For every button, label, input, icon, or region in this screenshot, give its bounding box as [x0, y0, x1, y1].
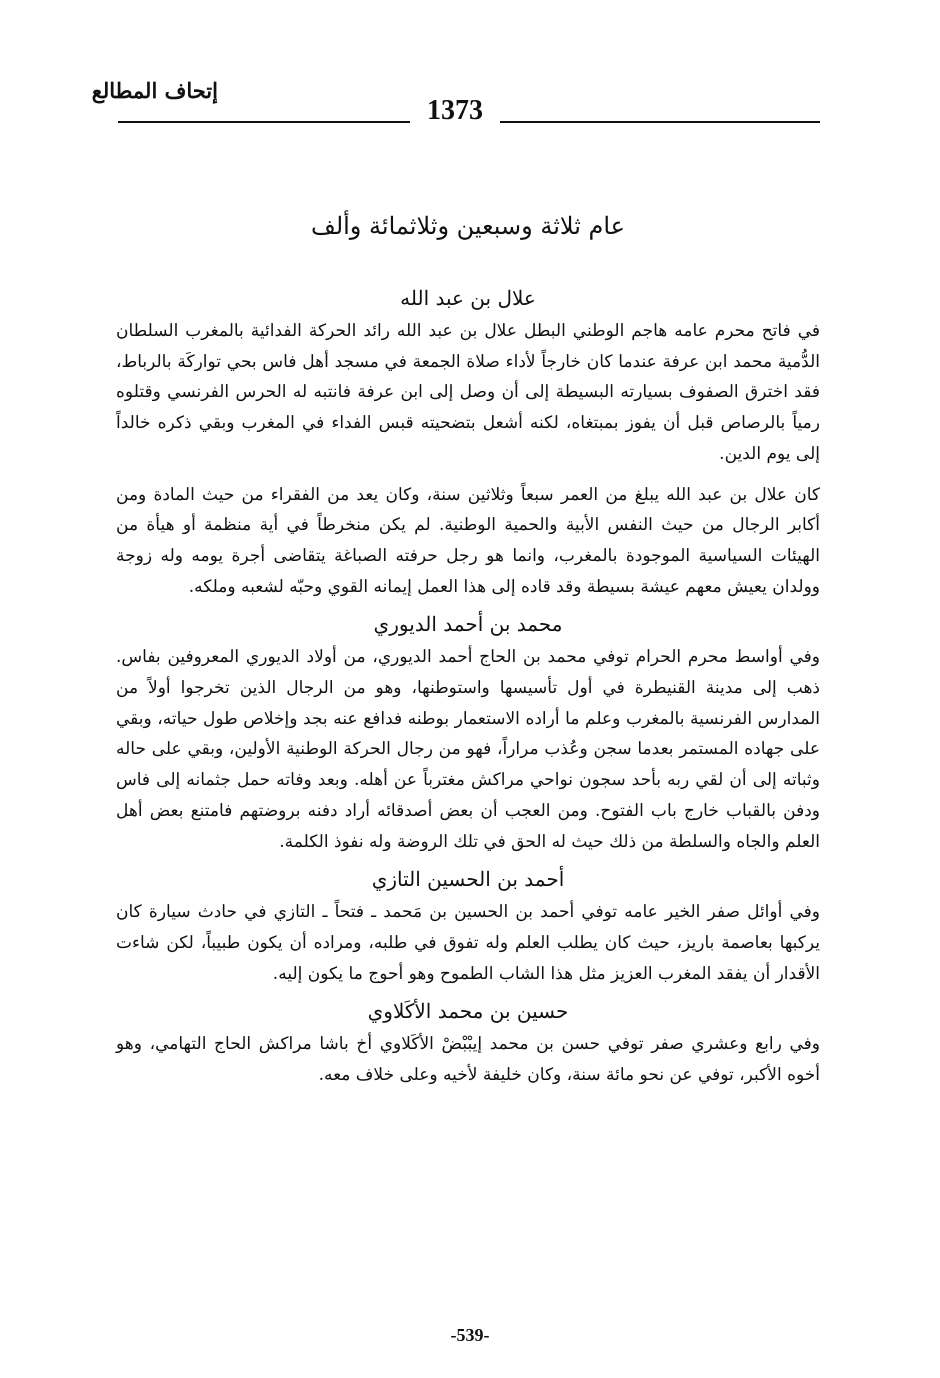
running-title: إتحاف المطالع [91, 78, 218, 103]
page-number: 1373 [427, 95, 483, 126]
paragraph: كان علال بن عبد الله يبلغ من العمر سبعاً وثلاثين سنة، وكان يعد من الفقراء من حيث المادة ومن أكابر الرجال من حيث النفس الأبية والحمية الوطنية. لم يكن منخرطاً في أية منظمة أو هيأة من الهيئات السياسية الموجودة بالمغرب، وانما هو رجل حرفته الصباغة يتقاضى أجرة يومه وله زوجة وولدان يعيش معهم عيشة بسيطة وقد قاده إلى هذا العمل إيمانه القوي وحبّه لشعبه وملكه. [116, 484, 820, 597]
section-title: أحمد بن الحسين التازي [371, 867, 565, 892]
section-title: علال بن عبد الله [400, 286, 536, 310]
page-content [116, 212, 820, 1101]
year-title: عام ثلاثة وسبعين وثلاثمائة وألف [310, 212, 625, 240]
section-title: حسين بن محمد الأكَلاوي [367, 999, 569, 1024]
paragraph: في فاتح محرم عامه هاجم الوطني البطل علال بن عبد الله رائد الحركة الفدائية بالمغرب السلطان الدُّمية محمد ابن عرفة عندما كان خارجاً لأداء صلاة الجمعة في مسجد أهل فاس بحي تواركَة بالرباط، فقد اخترق الصفوف بسيارته البسيطة إلى أن وصل إلى ابن عرفة فانتبه له الحرس الفرنسي وقتلوه رمياً بالرصاص قبل أن يفوز بمبتغاه، لكنه أشعل بتضحيته قبس الفداء في المغرب وبقي ذكره خالداً إلى يوم الدين. [116, 321, 820, 464]
paragraph: وفي أواسط محرم الحرام توفي محمد بن الحاج أحمد الديوري، من أولاد الديوري المعروفين بفاس. ذهب إلى مدينة القنيطرة في أول تأسيسها واستوطنها، وهو من الرجال الذين تخرجوا أولاً من المدارس الفرنسية بالمغرب وعلم ما أراده الاستعمار بوطنه فدافع عنه بجد وإخلاص طول حياته، وبقي على جهاده المستمر بعدما سجن وعُذب مراراً، فهو من رجال الحركة الوطنية الأولين، وبقي على حاله وثباته إلى أن لقي ربه بأحد سجون نواحي مراكش مغترباً عن أهله. وبعد وفاته حمل جثمانه إلى فاس ودفن بالقباب خارج باب الفتوح. ومن العجب أن بعض أصدقائه أراد دفنه بروضتهم فامتنع بعض أهل العلم والجاه والسلطة من ذلك حيث له الحق في تلك الروضة وله نفوذ الكلمة. [116, 647, 820, 852]
section-title: محمد بن أحمد الديوري [373, 612, 563, 637]
folio-number: -539- [450, 1325, 490, 1345]
paragraph: وفي أوائل صفر الخير عامه توفي أحمد بن الحسين بن مَحمد ـ فتحاً ـ التازي في حادث سيارة كان يركبها بعاصمة باريز، حيث كان يطلب العلم وله تفوق في طلبه، ومراده أن يكون طبيباً، لكن شاءت الأقدار أن يفقد المغرب العزيز مثل هذا الشاب الطموح وهو أحوج ما يكون إليه. [116, 902, 820, 984]
paragraph: وفي رابع وعشري صفر توفي حسن بن محمد إيبْبْضْ الأكَلاوي أخ باشا مراكش الحاج التهامي، وهو أخوه الأكبر، توفي عن نحو مائة سنة، وكان خليفة لأخيه وعلى خلاف معه. [116, 1034, 820, 1086]
header-rule-left [118, 121, 410, 123]
header-rule-right [500, 121, 820, 123]
